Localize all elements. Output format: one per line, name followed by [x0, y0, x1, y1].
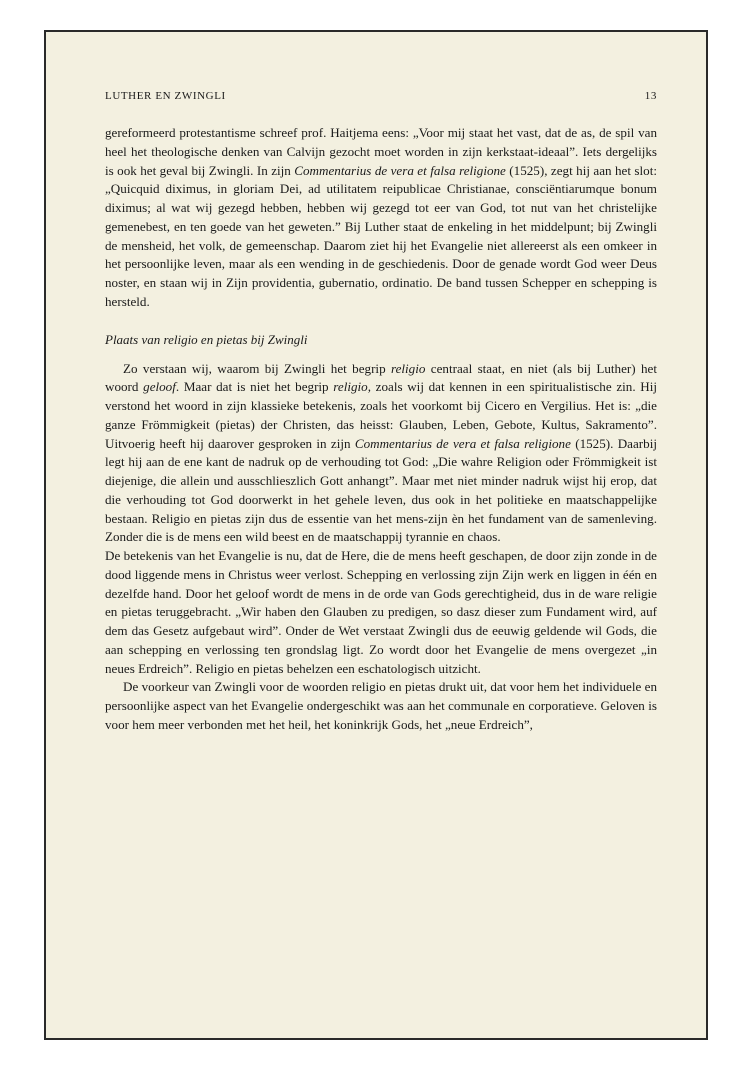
- paragraph-2: [105, 360, 657, 548]
- page-number: 13: [644, 90, 657, 102]
- paragraph-1: [105, 124, 657, 312]
- paragraph-3: De betekenis van het Evangelie is nu, dat de Here, die de mens heeft geschapen, de door zijn zonde in de dood liggende mens in Christus weer verlost. Schepping en verlossing zijn Zijn werk en liggen in één en dezelfde hand. Door het geloof wordt de mens in de orde van Gods gerechtigheid, dus in de ware religie en pietas teruggebracht. „Wir haben den Glauben zu predigen, so dasz dieser zum Fundament wird, auf dem das Gesetz aufgebaut wird”. Onder de Wet verstaat Zwingli dus de eeuwig geldende wil Gods, die aan schepping en verlossing ten grondslag ligt. Zo wordt door het Evangelie de mens overgezet „in neues Erdreich”. Religio en pietas behelzen een eschatologisch uitzicht.: [105, 548, 657, 676]
- section-heading: Plaats van religio en pietas bij Zwingli: [105, 331, 308, 347]
- p2-em-geloof: geloof: [143, 379, 176, 395]
- p1-text-1: gereformeerd protestantisme schreef prof. Haitjema eens: „Voor mij staat het vast, dat de as, de spil van heel het theologische denken van Calvijn gezocht moet worden in zijn kerkstaat-ideaal”. Iets dergelijks is ook het geval bij Zwingli. In zijn: [105, 125, 657, 178]
- p2-text-4: zoals wij dat kennen in een spiritualistische zin. Hij verstond het woord in zijn klassieke betekenis, zoals het voorkomt bij Cicero en Vergilius. Het is: „die ganze Frömmigkeit (pietas) der Christen, das heisst: Glauben, Leben, Gebote, Kultus, Sakramento”. Uitvoerig heeft hij daarover gesproken in zijn: [105, 379, 658, 451]
- running-head: [105, 90, 657, 102]
- p2-text-2: centraal staat, en niet (als bij Luther) het woord: [105, 360, 657, 395]
- scanned-page: [44, 30, 708, 1040]
- p1-text-2: (1525), zegt hij aan het slot: „Quicquid diximus, in gloriam Dei, ad utilitatem reipublicae Christianae, consciëntiarumque bonum diximus; al wat wij gezegd hebben, hebben wij gezegd tot eer van God, tot nut van het christelijke gemenebest, en ten goede van het geweten.” Bij Luther staat de enkeling in het middelpunt; bij Zwingli de mensheid, het volk, de gemeenschap. Daarom ziet hij het Evangelie niet allereerst als een omkeer in het persoonlijke leven, maar als een wending in de geschiedenis. Door de genade wordt God weer Deus noster, en staan wij in Zijn providentia, gubernatio, ordinatio. De band tussen Schepper en schepping is hersteld.: [105, 162, 657, 309]
- p2-em-religio: religio: [390, 360, 426, 376]
- p2-text-5: (1525). Daarbij legt hij aan de ene kant de nadruk op de verhouding tot God: „Die wahre Religion oder Frömmigkeit ist diejenige, die allein und ausschlieszlich Gott anhangt”. Maar met niet minder nadruk wijst hij erop, dat die verhouding tot God doorwerkt in het gehele leven, dus ook in het politieke en maatschappelijke bestaan. Religio en pietas zijn dus de essentie van het mens-zijn èn het fundament van de samenleving. Zonder die is de mens een wild beest en de maatschappij tyrannie en chaos.: [105, 435, 657, 545]
- p1-title-commentarius: Commentarius de vera et falsa religione: [294, 162, 506, 178]
- p2-text-3: . Maar dat is niet het begrip: [175, 379, 334, 395]
- p2-em-religio-2: religio,: [333, 379, 371, 395]
- p2-title-commentarius: Commentarius de vera et falsa religione: [354, 435, 571, 451]
- paragraph-4: De voorkeur van Zwingli voor de woorden religio en pietas drukt uit, dat voor hem het individuele en persoonlijke aspect van het Evangelie ondergeschikt was aan het communale en corporatieve. Geloven is voor hem meer verbonden met het heil, het koninkrijk Gods, het „neue Erdreich”,: [105, 679, 657, 732]
- running-title: LUTHER EN ZWINGLI: [105, 90, 226, 102]
- text-block: [105, 90, 657, 735]
- p2-text-1: Zo verstaan wij, waarom bij Zwingli het begrip: [123, 360, 391, 376]
